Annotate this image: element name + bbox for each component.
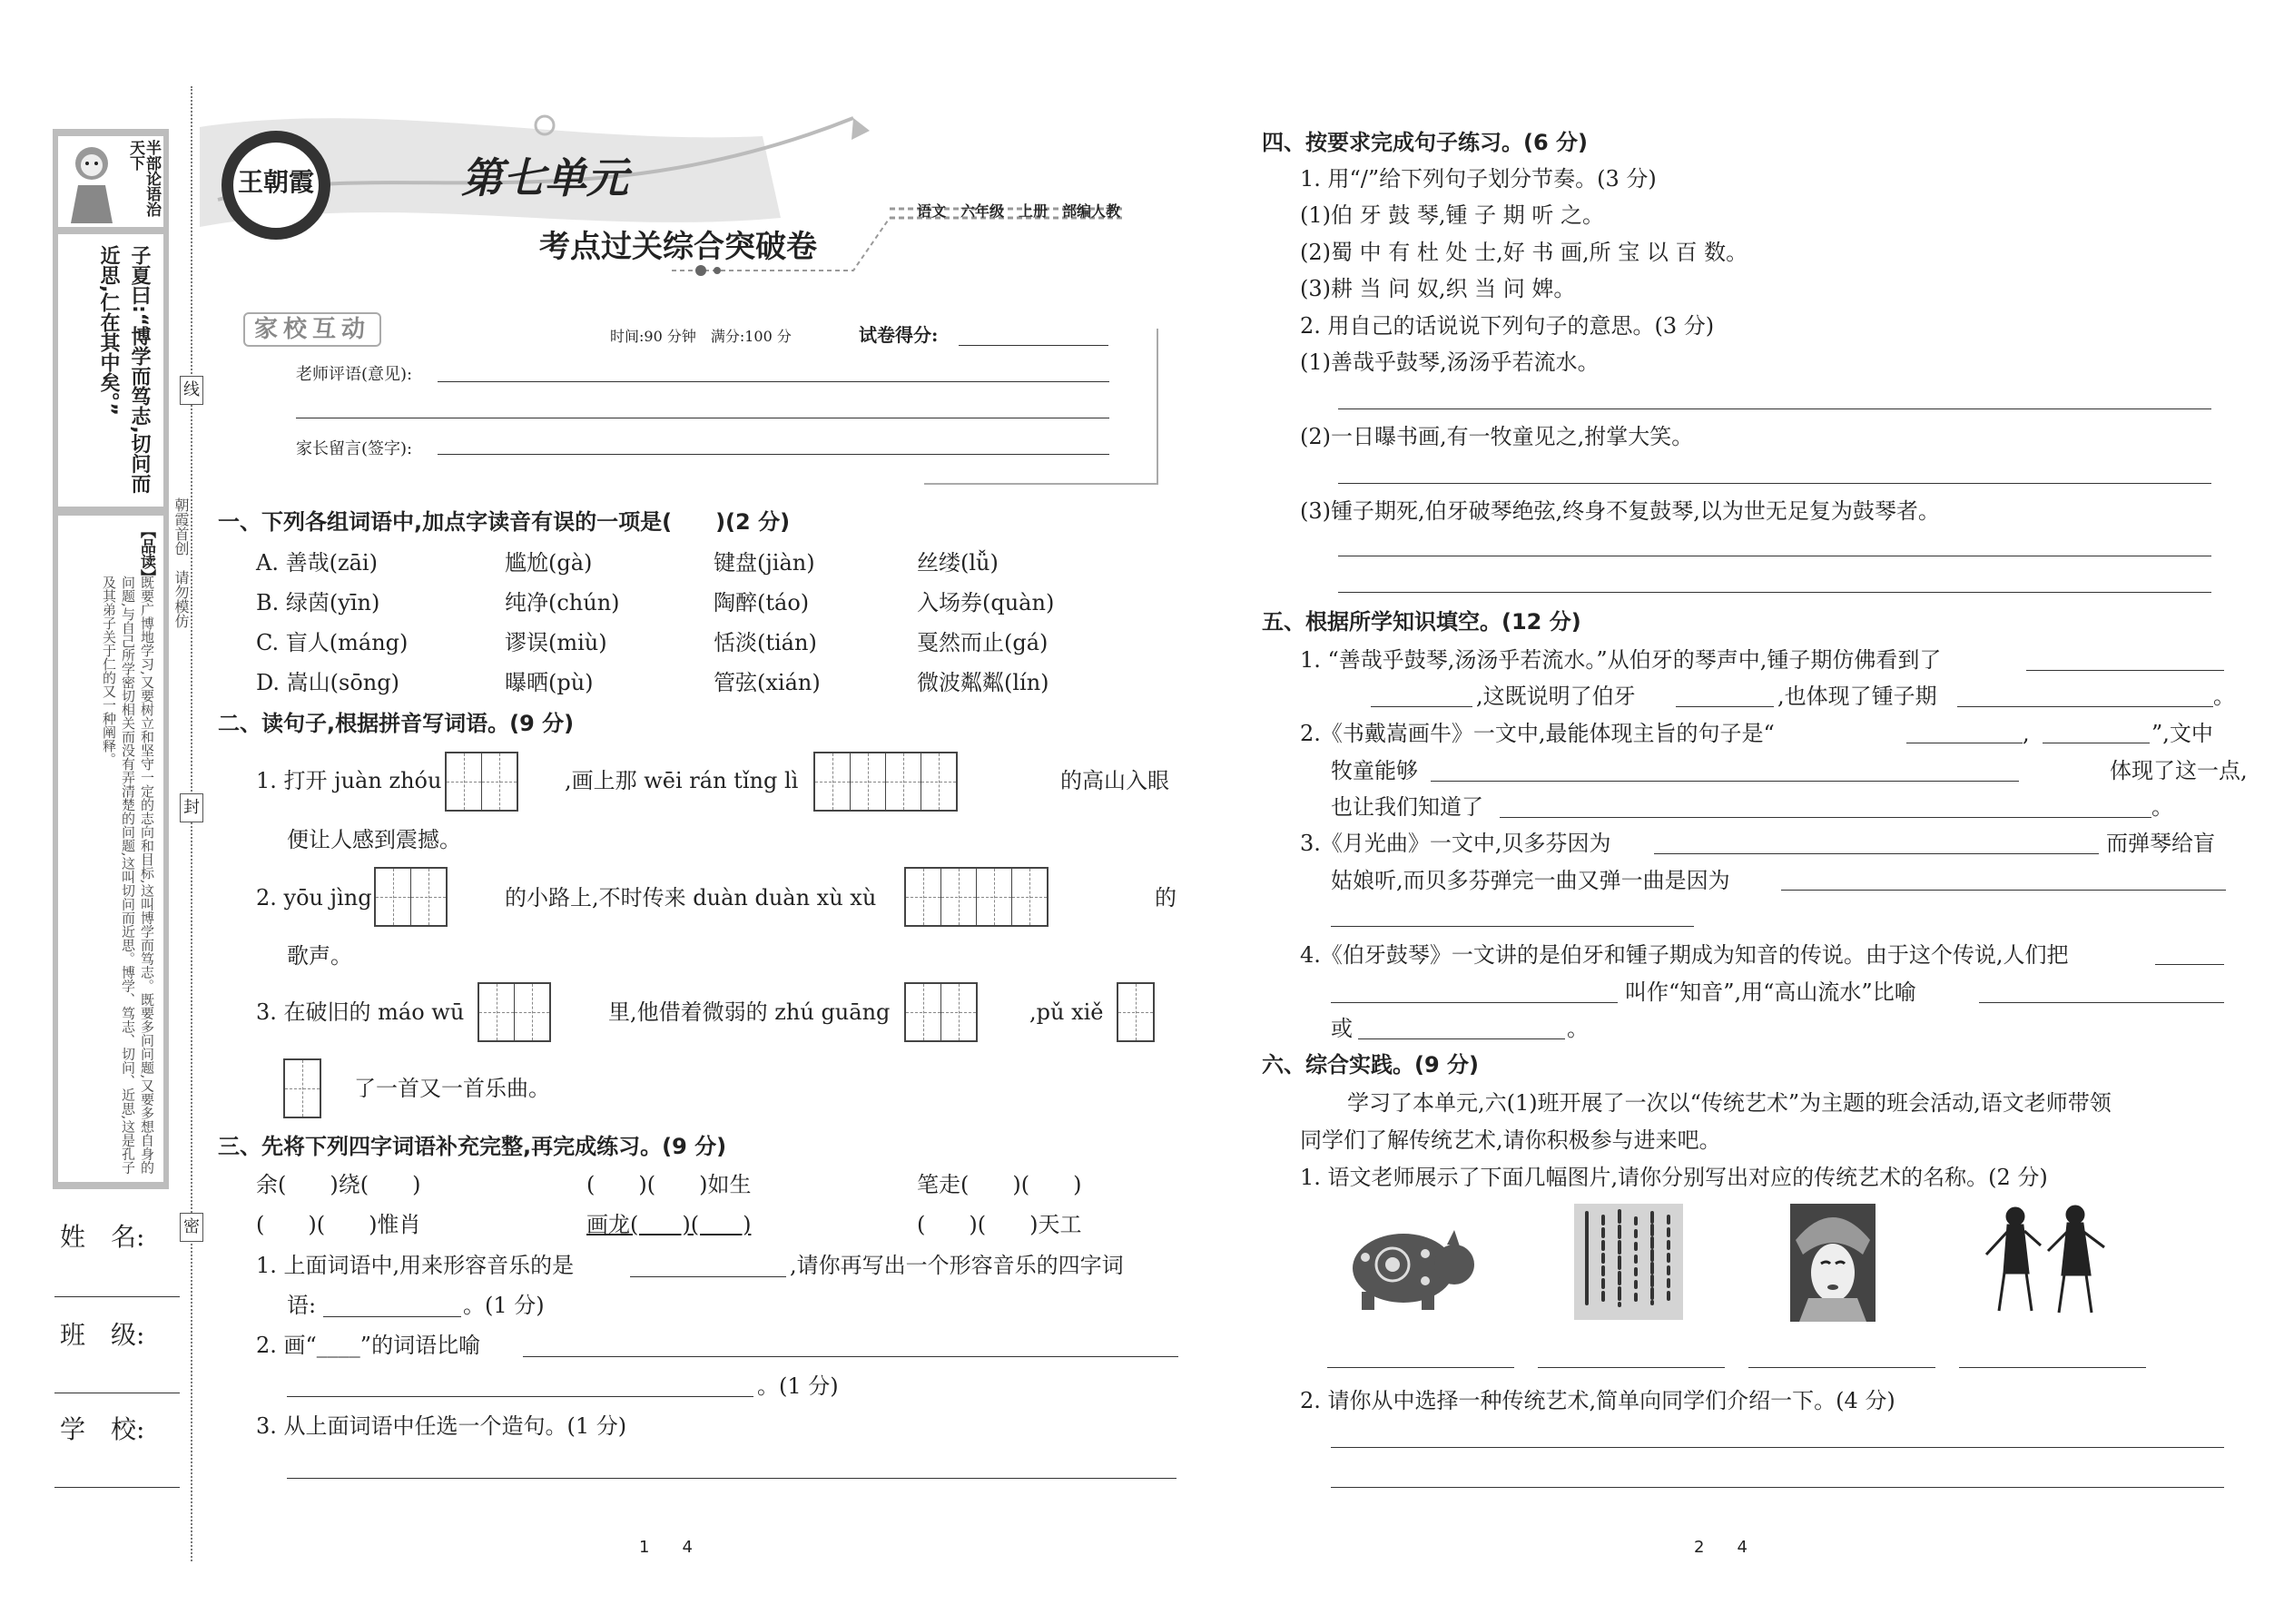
score-label: 试卷得分: xyxy=(859,324,939,346)
quote-box xyxy=(58,234,163,507)
q6-p2-answer-2[interactable] xyxy=(1331,1487,2224,1488)
q2-s1a: 1. 打开 juàn zhóu xyxy=(256,768,442,793)
q3-p3: 3. 从上面词语中任选一个造句。(1 分) xyxy=(256,1413,627,1439)
q3-p1c: 语: xyxy=(287,1293,317,1318)
school-label: 学 校: xyxy=(60,1414,145,1444)
q4-l5: 2. 用自己的话说说下列句子的意思。(3 分) xyxy=(1300,313,1715,339)
answer-grid-zhuguang[interactable] xyxy=(904,982,978,1042)
q5-a-answer-4[interactable] xyxy=(1957,706,2213,707)
q1-a2: 尴尬(gà) xyxy=(505,550,593,576)
brand-logo-text: 王朝霞 xyxy=(238,167,315,197)
q1-b3: 陶醉(táo) xyxy=(714,590,810,615)
q2-s2c: 的 xyxy=(1155,885,1177,910)
q5-c-answer-2[interactable] xyxy=(1781,890,2226,891)
q5-a2: ,这既说明了伯牙 xyxy=(1476,684,1636,709)
q1-title: 一、下列各组词语中,加点字读音有误的一项是( )(2 分) xyxy=(218,509,791,535)
answer-grid-weirantingli[interactable] xyxy=(813,752,958,812)
q5-b4: 牧童能够 xyxy=(1331,758,1418,783)
cut-line xyxy=(191,86,192,1561)
q5-b1: 2.《书戴嵩画牛》一文中,最能体现主旨的句子是“ xyxy=(1300,721,1775,746)
q5-d-answer-3[interactable] xyxy=(1979,1002,2224,1003)
q3-p2-answer-2[interactable] xyxy=(287,1396,753,1397)
q6-p2-answer-1[interactable] xyxy=(1331,1447,2224,1448)
q1-d2: 曝晒(pù) xyxy=(505,670,594,695)
q3-p2-answer-1[interactable] xyxy=(523,1356,1178,1357)
paper-cut-pig-image xyxy=(1338,1221,1478,1312)
q1-c4: 戛然而止(gá) xyxy=(917,630,1049,655)
unit-title: 第七单元 xyxy=(461,153,628,202)
answer-grid-maowu[interactable] xyxy=(478,982,551,1042)
q6-p2: 2. 请你从中选择一种传统艺术,简单向同学们介绍一下。(4 分) xyxy=(1300,1388,1895,1413)
scholar-icon xyxy=(60,138,123,225)
q5-b2: , xyxy=(2023,721,2030,746)
answer-grid-puxie-1[interactable] xyxy=(1117,982,1155,1042)
art-name-answer-3[interactable] xyxy=(1748,1367,1935,1368)
q5-a1: 1. “善哉乎鼓琴,汤汤乎若流水。”从伯牙的琴声中,锺子期仿佛看到了 xyxy=(1300,647,1942,673)
q4-l6: (1)善哉乎鼓琴,汤汤乎若流水。 xyxy=(1300,349,1600,375)
q5-d1: 4.《伯牙鼓琴》一文讲的是伯牙和锺子期成为知音的传说。由于这个传说,人们把 xyxy=(1300,942,2069,968)
q5-c1: 3.《月光曲》一文中,贝多芬因为 xyxy=(1300,831,1611,856)
pindu-title: 【品读】 xyxy=(137,523,155,585)
q5-d2: 叫作“知音”,用“高山流水”比喻 xyxy=(1625,979,1916,1005)
q5-c-answer-1[interactable] xyxy=(1654,853,2099,854)
q3-title: 三、先将下列四字词语补充完整,再完成练习。(9 分) xyxy=(218,1134,727,1159)
q4-l8: (3)锺子期死,伯牙破琴绝弦,终身不复鼓琴,以为世无足复为鼓琴者。 xyxy=(1300,498,1940,524)
art-name-answer-1[interactable] xyxy=(1327,1367,1514,1368)
copyright-vertical: 朝霞首创 请勿模仿 xyxy=(172,497,190,628)
q3-p1d: 。(1 分) xyxy=(463,1293,545,1318)
q5-a-answer-2[interactable] xyxy=(1371,706,1472,707)
q2-title: 二、读句子,根据拼音写词语。(9 分) xyxy=(218,711,575,736)
q5-a4: 。 xyxy=(2213,684,2235,709)
sidebar-quote: 子夏曰:“博学而笃志,切问而近思,仁在其中矣。” xyxy=(97,245,151,494)
q5-d-answer-4[interactable] xyxy=(1358,1038,1565,1039)
q4-l2[interactable]: (1)伯 牙 鼓 琴,锺 子 期 听 之。 xyxy=(1300,202,1605,228)
q1-d1[interactable]: D. 嵩山(sōng) xyxy=(256,670,399,695)
q4-l8-answer-2[interactable] xyxy=(1338,592,2211,593)
art-name-answer-2[interactable] xyxy=(1538,1367,1725,1368)
name-field[interactable] xyxy=(54,1296,180,1297)
q4-l7-answer[interactable] xyxy=(1338,483,2211,484)
right-page-number: 2 4 xyxy=(1694,1538,1748,1557)
q4-l4[interactable]: (3)耕 当 问 奴,织 当 问 婢。 xyxy=(1300,276,1576,301)
q3-p1c-answer[interactable] xyxy=(323,1316,461,1317)
exam-subtitle: 考点过关综合突破卷 xyxy=(539,229,817,265)
q5-c-answer-3[interactable] xyxy=(1331,926,1694,927)
q6-intro-1: 学习了本单元,六(1)班开展了一次以“传统艺术”为主题的班会活动,语文老师带领 xyxy=(1347,1090,2112,1116)
q3-p2b: 。(1 分) xyxy=(757,1373,839,1399)
brand-logo xyxy=(222,131,330,240)
answer-grid-duanduanxuxu[interactable] xyxy=(904,867,1049,927)
calligraphy-image xyxy=(1574,1204,1683,1320)
q2-s2d: 歌声。 xyxy=(287,943,352,969)
q3-w2[interactable]: ( )( )如生 xyxy=(586,1172,752,1197)
art-name-answer-4[interactable] xyxy=(1959,1367,2146,1368)
answer-grid-youjing[interactable] xyxy=(374,867,448,927)
q2-s1c: 的高山入眼 xyxy=(1060,768,1169,793)
q1-a3: 键盘(jiàn) xyxy=(714,550,815,576)
q4-l1: 1. 用“/”给下列句子划分节奏。(3 分) xyxy=(1300,166,1657,192)
answer-grid-juanzhou[interactable] xyxy=(445,752,518,812)
q5-d4: 。 xyxy=(1567,1016,1589,1041)
pindu-box xyxy=(58,516,163,1182)
cut-mark-mi: 密 xyxy=(180,1213,203,1242)
q1-c3: 恬淡(tián) xyxy=(714,630,817,655)
q1-c2: 谬误(miù) xyxy=(505,630,607,655)
q2-s1b: ,画上那 wēi rán tǐng lì xyxy=(565,768,799,793)
q1-b4: 入场券(quàn) xyxy=(917,590,1055,615)
pindu-text: 既要广博地学习,又要树立和坚守一定的志向和目标,这叫博学而笃志。既要多问问题,又要多想自身的问题,与自己所学密切相关而没有弄清楚的问题,这叫切问而近思。博学、笃志、切问、近思,这是孔子及其弟子关于仁的又一种阐释。 xyxy=(101,576,155,1175)
subject-tags: 语文 六年级 上册 部编人教 xyxy=(917,202,1121,220)
q2-s3c: ,pǔ xiě xyxy=(1029,999,1104,1025)
q2-s1d: 便让人感到震撼。 xyxy=(287,827,461,852)
q2-s3d: 了一首又一首乐曲。 xyxy=(354,1076,550,1101)
home-school-badge: 家校互动 xyxy=(243,312,381,347)
q3-w1[interactable]: 余( )绕( ) xyxy=(256,1172,421,1197)
q1-b2: 纯净(chún) xyxy=(505,590,620,615)
q1-b1[interactable]: B. 绿茵(yīn) xyxy=(256,590,380,615)
q3-w4[interactable]: ( )( )惟肖 xyxy=(256,1212,421,1237)
q5-a-answer-1[interactable] xyxy=(2026,670,2224,671)
q6-p1: 1. 语文老师展示了下面几幅图片,请你分别写出对应的传统艺术的名称。(2 分) xyxy=(1300,1165,2048,1190)
name-label: 姓 名: xyxy=(60,1222,145,1252)
q5-d-answer-2[interactable] xyxy=(1331,1002,1618,1003)
header-frame xyxy=(924,329,1158,485)
q5-b7: 。 xyxy=(2151,794,2173,820)
q5-b5: 体现了这一点, xyxy=(2110,758,2248,783)
q5-d-answer-1[interactable] xyxy=(2155,964,2224,965)
q4-l3[interactable]: (2)蜀 中 有 杜 处 士,好 书 画,所 宝 以 百 数。 xyxy=(1300,240,1748,265)
q6-intro-2: 同学们了解传统艺术,请你积极参与进来吧。 xyxy=(1300,1127,1721,1153)
q2-s2a: 2. yōu jìng xyxy=(256,885,372,910)
q3-w6[interactable]: ( )( )天工 xyxy=(917,1212,1082,1237)
banner-text: 半部论语治天下 xyxy=(126,140,161,217)
q4-title: 四、按要求完成句子练习。(6 分) xyxy=(1262,130,1588,155)
q1-a4: 丝缕(lǚ) xyxy=(917,550,999,576)
q5-d3: 或 xyxy=(1331,1016,1353,1041)
q5-b-answer-3[interactable] xyxy=(1431,781,2019,782)
q4-l6-answer[interactable] xyxy=(1338,408,2211,409)
q5-title: 五、根据所学知识填空。(12 分) xyxy=(1262,609,1581,635)
school-field[interactable] xyxy=(54,1487,180,1488)
q3-p1-answer[interactable] xyxy=(630,1276,786,1277)
left-page-number: 1 4 xyxy=(639,1538,693,1557)
q5-b6: 也让我们知道了 xyxy=(1331,794,1483,820)
q2-s3a: 3. 在破旧的 máo wū xyxy=(256,999,465,1025)
teacher-comment-label: 老师评语(意见): xyxy=(296,365,413,384)
q5-b3: ”,文中 xyxy=(2151,721,2213,746)
q2-s2b: 的小路上,不时传来 duàn duàn xù xù xyxy=(505,885,877,910)
q5-a3: ,也体现了锺子期 xyxy=(1777,684,1937,709)
q1-c1[interactable]: C. 盲人(máng) xyxy=(256,630,409,655)
q2-s3b: 里,他借着微弱的 zhú guāng xyxy=(608,999,891,1025)
q3-p1b: ,请你再写出一个形容音乐的四字词 xyxy=(790,1253,1124,1278)
shadow-puppet-image xyxy=(1977,1200,2113,1318)
q1-d3: 管弦(xián) xyxy=(714,670,821,695)
q6-title: 六、综合实践。(9 分) xyxy=(1262,1052,1479,1078)
q4-l7: (2)一日曝书画,有一牧童见之,拊掌大笑。 xyxy=(1300,424,1694,449)
cut-mark-xian: 线 xyxy=(180,376,203,405)
q5-c3: 姑娘听,而贝多芬弹完一曲又弹一曲是因为 xyxy=(1331,868,1730,893)
peking-opera-image xyxy=(1790,1204,1876,1322)
q5-a-answer-3[interactable] xyxy=(1676,706,1774,707)
answer-grid-puxie-2[interactable] xyxy=(283,1058,321,1118)
cut-mark-feng: 封 xyxy=(180,793,203,822)
parent-note-label: 家长留言(签字): xyxy=(296,439,413,458)
q3-p1: 1. 上面词语中,用来形容音乐的是 xyxy=(256,1253,575,1278)
class-label: 班 级: xyxy=(60,1320,145,1350)
q3-p2: 2. 画“____”的词语比喻 xyxy=(256,1333,481,1358)
q1-a1[interactable]: A. 善哉(zāi) xyxy=(256,550,378,576)
q5-b-answer-4[interactable] xyxy=(1500,817,2151,818)
time-info: 时间:90 分钟 满分:100 分 xyxy=(610,328,792,345)
q3-w5[interactable]: 画龙( )( ) xyxy=(586,1212,752,1237)
q1-d4: 微波粼粼(lín) xyxy=(917,670,1049,695)
q3-w3[interactable]: 笔走( )( ) xyxy=(917,1172,1082,1197)
q3-p3-answer[interactable] xyxy=(287,1478,1177,1479)
sidebar-banner xyxy=(58,136,163,227)
q5-c2: 而弹琴给盲 xyxy=(2106,831,2215,856)
